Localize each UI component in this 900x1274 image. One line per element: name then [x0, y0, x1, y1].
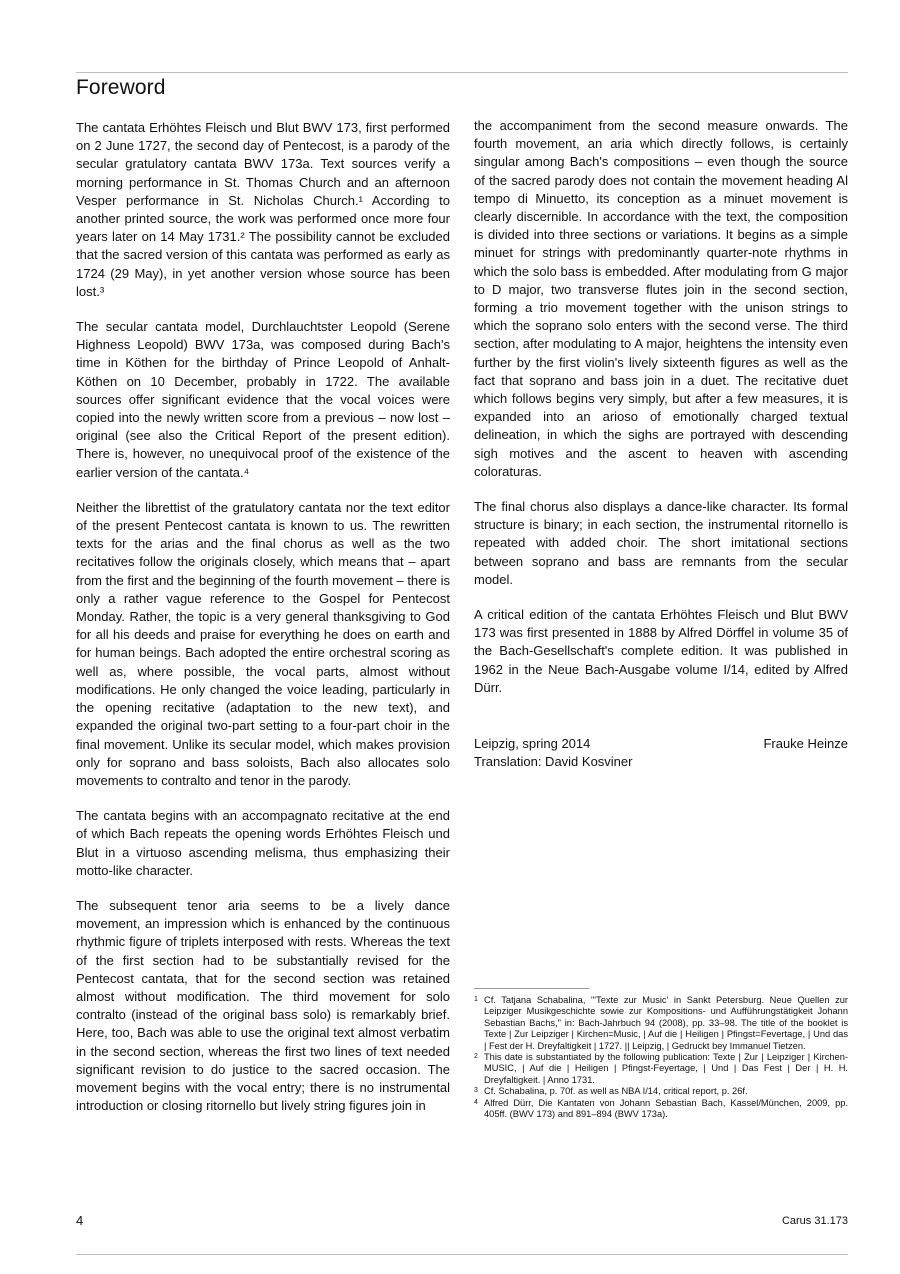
author-name: Frauke Heinze [763, 736, 848, 751]
footnote-text: This date is substantiated by the following publication: Texte | Zur | Leipziger | Kirchen-MUSIC, | Auf die | Heiligen | Pfingst-Feyertage, | Und | Das Fest | Der | H. H. Dreyfaltigkeit. | Anno 1731. [484, 1052, 848, 1085]
footnote [474, 1052, 848, 1086]
top-rule [76, 72, 848, 73]
paragraph: The cantata begins with an accompagnato recitative at the end of which Bach repeats the opening words Erhöhtes Fleisch und Blut in a virtuoso ascending melisma, thus emphasizing their motto-like character. [76, 808, 450, 878]
footnote [474, 1098, 848, 1121]
footnote-text: Cf. Tatjana Schabalina, "'Texte zur Music' in Sankt Petersburg. Neue Quellen zur Leipziger Musikgeschichte sowie zur Kompositions- und Aufführungstätigkeit Johann Sebastian Bachs," in: Bach-Jahrbuch 94 (2008), pp. 33–98. The title of the booklet is Texte | Zur Leipziger | Kirchen=Music, | Auf die | Heiligen | Pfingst=Fevertage, | Und das | Fest der H. Dreyfaltigkeit | 1727. || Leipzig, | Gedruckt bey Immanuel Tietzen. [484, 995, 848, 1051]
paragraph: the accompaniment from the second measure onwards. The fourth movement, an aria which directly follows, is certainly singular among Bach's compositions – even though the source of the sacred parody does not contain the movement heading Al tempo di Minuetto, its conception as a minuet movement is clearly discernible. In accordance with the text, the composition is divided into three sections or variations. It begins as a simple minuet for strings with predominantly quarter-note rhythms in which the solo bass is embedded. After modulating from G major to D major, two transverse flutes join in the second section, forming a trio movement together with the unison strings to which the soprano solo enters with the second verse. The third section, after modulating to A major, heightens the intensity even further by the first violin's lively sixteenth figures as well as the fact that soprano and bass join in a duet. The recitative duet which follows begins very simply, but after a few measures, it is expanded into an arioso of emotionally charged textual delineation, in which the sighs are portrayed with descending sigh motives and the ascent to heaven with ascending coloraturas. [474, 118, 848, 479]
paragraph: A critical edition of the cantata Erhöhtes Fleisch und Blut BWV 173 was first presented in 1888 by Alfred Dörffel in volume 35 of the Bach-Gesellschaft's complete edition. It was published in 1962 in the Neue Bach-Ausgabe volume I/14, edited by Alfred Dürr. [474, 607, 848, 695]
paragraph: The secular cantata model, Durchlauchtster Leopold (Serene Highness Leopold) BWV 173a, was composed during Bach's time in Köthen for the birthday of Prince Leopold of Anhalt-Köthen on 10 December, probably in 1722. The available sources offer significant evidence that the vocal voices were copied into the newly written score from a previous – now lost – original (see also the Critical Report of the present edition). There is, however, no unequivocal proof of the existence of the earlier version of the cantata.⁴ [76, 319, 450, 480]
translator-credit: Translation: David Kosviner [474, 754, 633, 770]
footnotes [474, 995, 848, 1120]
signoff [474, 735, 848, 771]
footnote [474, 995, 848, 1052]
place-date: Leipzig, spring 2014 [474, 736, 591, 751]
paragraph: The cantata Erhöhtes Fleisch und Blut BWV 173, first performed on 2 June 1727, the second day of Pentecost, is a parody of the secular gratulatory cantata BWV 173a. Text sources verify a morning performance in St. Thomas Church and an afternoon Vesper performance in St. Nicholas Church.¹ According to another printed source, the work was performed once more four years later on 14 May 1731.² The possibility cannot be excluded that the sacred version of this cantata was performed as early as 1724 (29 May), in yet another version whose source has been lost.³ [76, 120, 450, 299]
left-column [76, 119, 450, 1132]
paragraph: Neither the librettist of the gratulatory cantata nor the text editor of the present Pentecost cantata is known to us. The rewritten texts for the arias and the final chorus as well as the two recitatives follow the originals closely, which means that – apart from the first and the beginning of the fourth movement – there is only a rather vague reference to the Gospel for Pentecost Monday. Rather, the topic is a very general thanksgiving to God for all his deeds and praise for everything he does on earth and for human beings. Bach adopted the entire orchestral scoring as well as, where possible, the vocal parts, almost without modifications. He only changed the voice leading, particularly in the opening recitative (adaptation to the new text), and expanded the original two-part setting to a four-part choir in the final movement. Unlike its secular model, which makes provision only for soprano and bass soloists, Bach also allocates solo movements to contralto and tenor in the parody. [76, 499, 450, 788]
bottom-rule [76, 1254, 848, 1255]
paragraph: The subsequent tenor aria seems to be a lively dance movement, an impression which is enhanced by the continuous rhythmic figure of triplets interposed with rests. Whereas the text of the first section had to be substantially revised for the Pentecost cantata, that for the second section was retained almost without modification. The third movement for solo contralto (instead of the original bass solo) is remarkably brief. Here, too, Bach was able to use the original text almost verbatim in the second section, whereas the first two lines of text needed significant revision to do justice to the sacred occasion. The movement begins with the vocal entry; there is no instrumental introduction or closing ritornello but lively string figures join in [76, 897, 450, 1114]
footnote-number: 1 [474, 996, 478, 1003]
page-title: Foreword [76, 76, 166, 99]
footnote-text: Cf. Schabalina, p. 70f. as well as NBA I/14, critical report, p. 26f. [484, 1086, 748, 1097]
page-number: 4 [76, 1213, 84, 1228]
paragraph: The final chorus also displays a dance-like character. Its formal structure is binary; in each section, the instrumental ritornello is repeated with added choir. The short imitational sections between soprano and bass are remnants from the secular model. [474, 499, 848, 587]
footnote [474, 1086, 848, 1097]
catalog-number: Carus 31.173 [781, 1215, 848, 1227]
footnote-number: 4 [474, 1098, 478, 1106]
footnote-rule [474, 988, 589, 989]
footnote-number: 2 [474, 1053, 478, 1061]
footnote-text: Alfred Dürr, Die Kantaten von Johann Sebastian Bach, Kassel/München, 2009, pp. 405ff. (BWV 173) and 891–894 (BWV 173a). [484, 1097, 848, 1120]
right-column [474, 117, 848, 714]
footnote-number: 3 [474, 1087, 478, 1095]
